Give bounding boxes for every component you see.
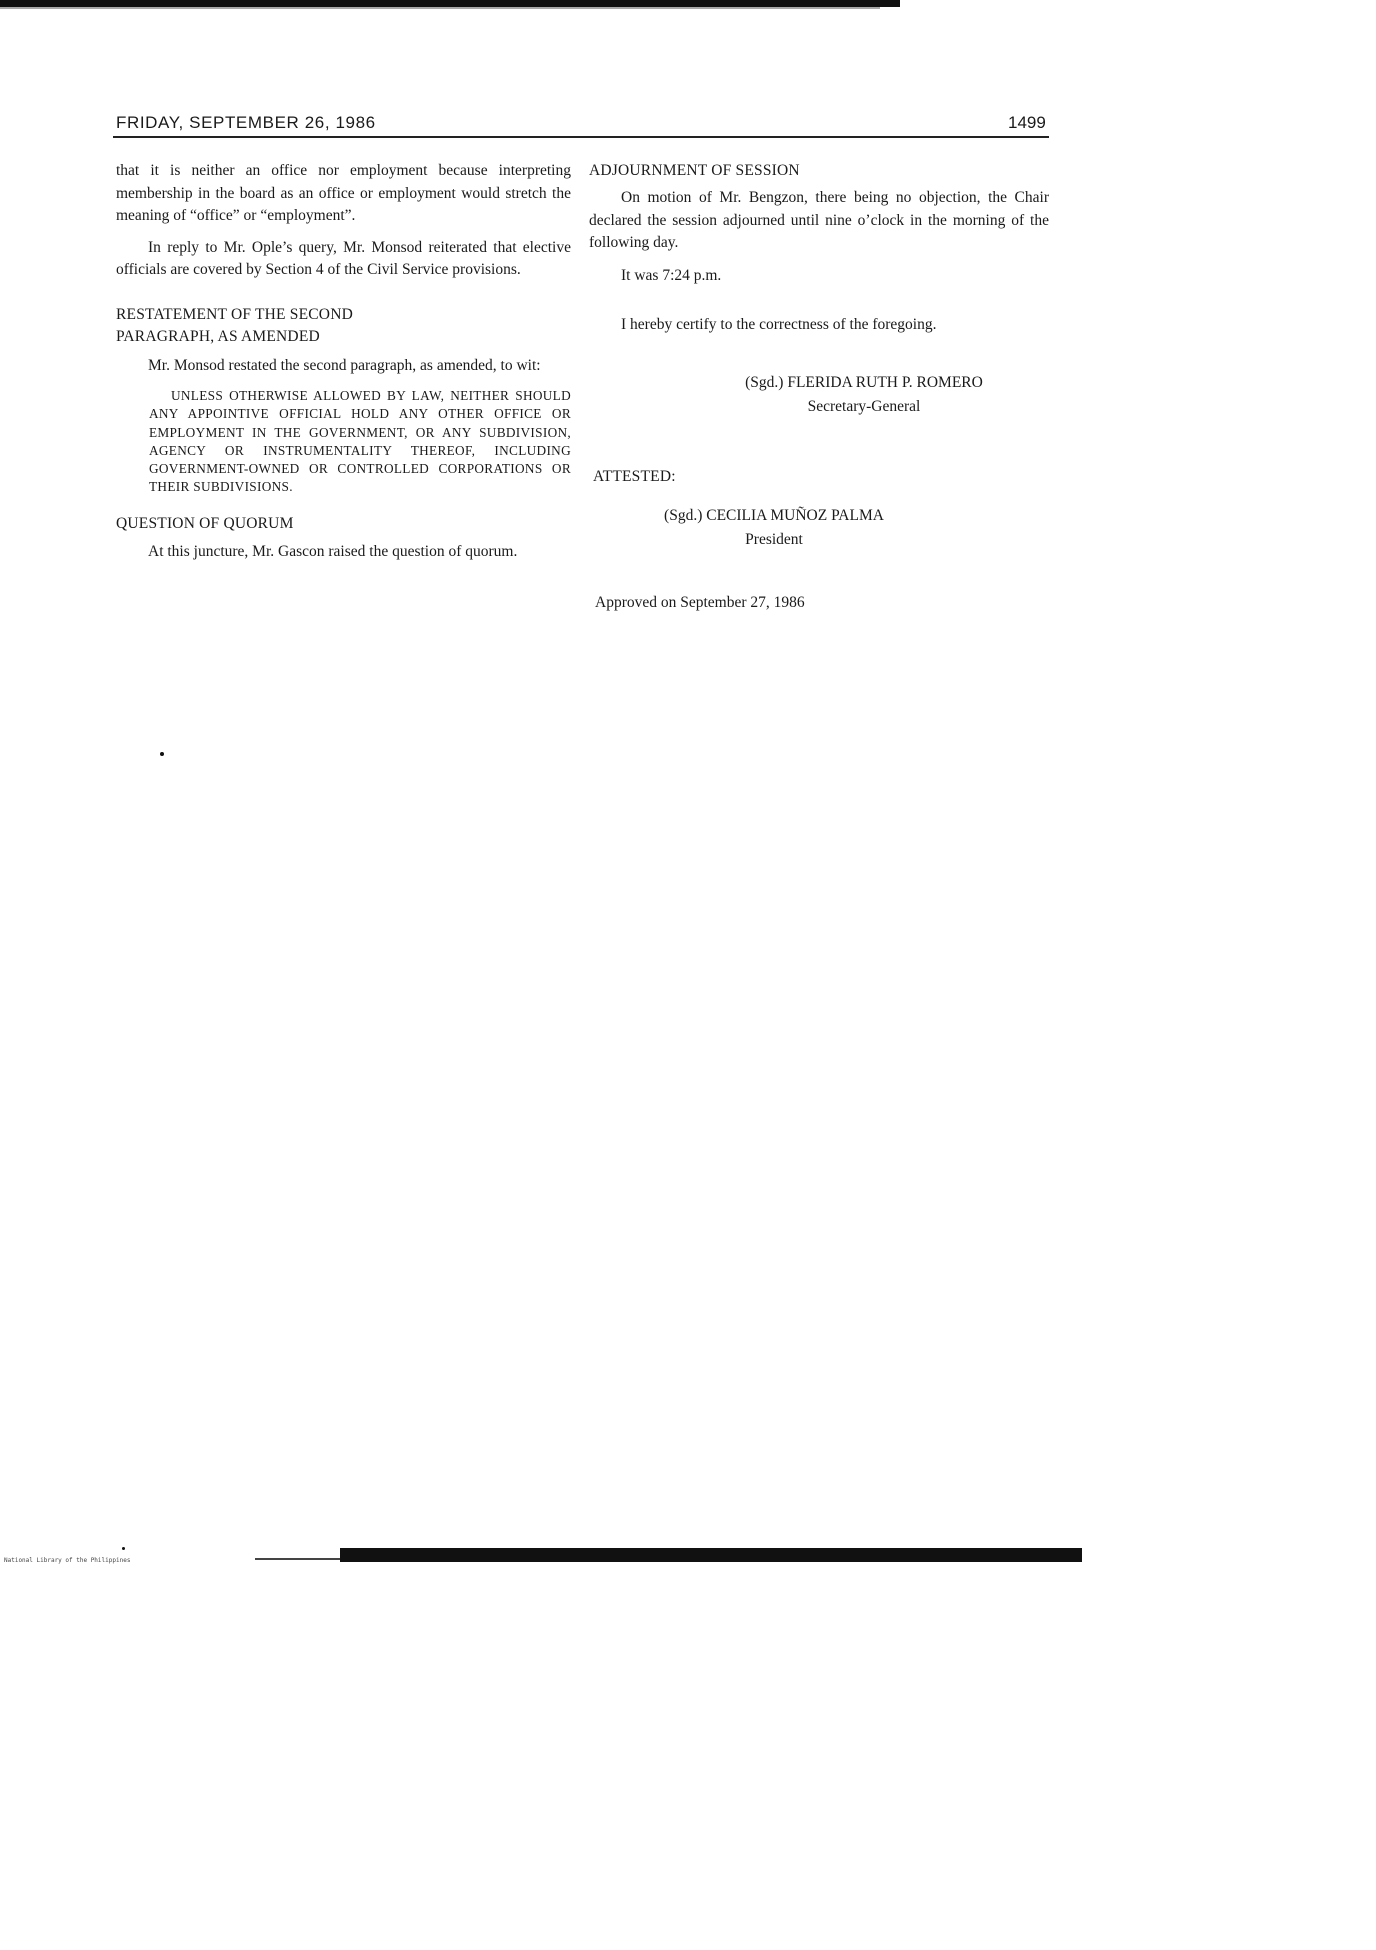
scan-border-bottom-thin bbox=[255, 1558, 340, 1560]
left-column bbox=[116, 160, 571, 563]
scan-border-top-shadow bbox=[0, 7, 880, 9]
scan-border-top bbox=[0, 0, 900, 7]
scan-border-bottom bbox=[340, 1548, 1082, 1562]
heading-adjournment: ADJOURNMENT OF SESSION bbox=[589, 162, 800, 179]
paragraph-gascon-quorum: At this juncture, Mr. Gascon raised the question of quorum. bbox=[148, 542, 518, 560]
heading-restatement-line-1: RESTATEMENT OF THE SECOND bbox=[116, 305, 353, 323]
header-rule bbox=[113, 136, 1049, 138]
attested-label: ATTESTED: bbox=[593, 467, 676, 485]
heading-restatement bbox=[116, 304, 571, 348]
paragraph-office-employment: that it is neither an office nor employment because interpreting membership in the board as an office or employment would stretch the meaning of “office” or “employment”. bbox=[116, 162, 571, 224]
page-number: 1499 bbox=[1008, 113, 1046, 132]
page-date-header: FRIDAY, SEPTEMBER 26, 1986 bbox=[116, 113, 376, 132]
paragraph-time: It was 7:24 p.m. bbox=[621, 266, 722, 284]
paragraph-motion-adjourn: On motion of Mr. Bengzon, there being no objection, the Chair declared the session adjourned until nine o’clock in the morning of the following day. bbox=[589, 189, 1049, 251]
heading-question-of-quorum: QUESTION OF QUORUM bbox=[116, 514, 294, 532]
paragraph-monsod-restated: Mr. Monsod restated the second paragraph, as amended, to wit: bbox=[148, 356, 541, 374]
heading-restatement-line-2: PARAGRAPH, AS AMENDED bbox=[116, 327, 320, 345]
paragraph-certification: I hereby certify to the correctness of the foregoing. bbox=[621, 316, 937, 333]
stray-ink-dot bbox=[160, 752, 164, 756]
approval-line: Approved on September 27, 1986 bbox=[595, 593, 805, 611]
signature-title-secretary-general: Secretary-General bbox=[807, 398, 921, 415]
paragraph-ople-query: In reply to Mr. Ople’s query, Mr. Monsod reiterated that elective officials are covered by Section 4 of the Civil Service provisions. bbox=[116, 238, 571, 278]
quoted-amended-paragraph: UNLESS OTHERWISE ALLOWED BY LAW, NEITHER SHOULD ANY APPOINTIVE OFFICIAL HOLD ANY OTHER OFFICE OR EMPLOYMENT IN THE GOVERNMENT, OR ANY SUBDIVISION, AGENCY OR INSTRUMENTALITY THEREOF, INCLUDING GOVERNMENT-OWNED OR CONTROLLED CORPORATIONS OR THEIR SUBDIVISIONS. bbox=[149, 388, 571, 495]
signature-block-romero bbox=[679, 372, 1049, 419]
stray-ink-dot bbox=[122, 1547, 125, 1550]
signature-block-palma bbox=[589, 505, 959, 552]
right-column bbox=[589, 160, 1049, 614]
signature-name-palma: (Sgd.) CECILIA MUÑOZ PALMA bbox=[664, 506, 884, 524]
archive-stamp: National Library of the Philippines bbox=[4, 1557, 131, 1564]
signature-name-romero: (Sgd.) FLERIDA RUTH P. ROMERO bbox=[745, 373, 983, 391]
signature-title-president: President bbox=[745, 531, 803, 548]
